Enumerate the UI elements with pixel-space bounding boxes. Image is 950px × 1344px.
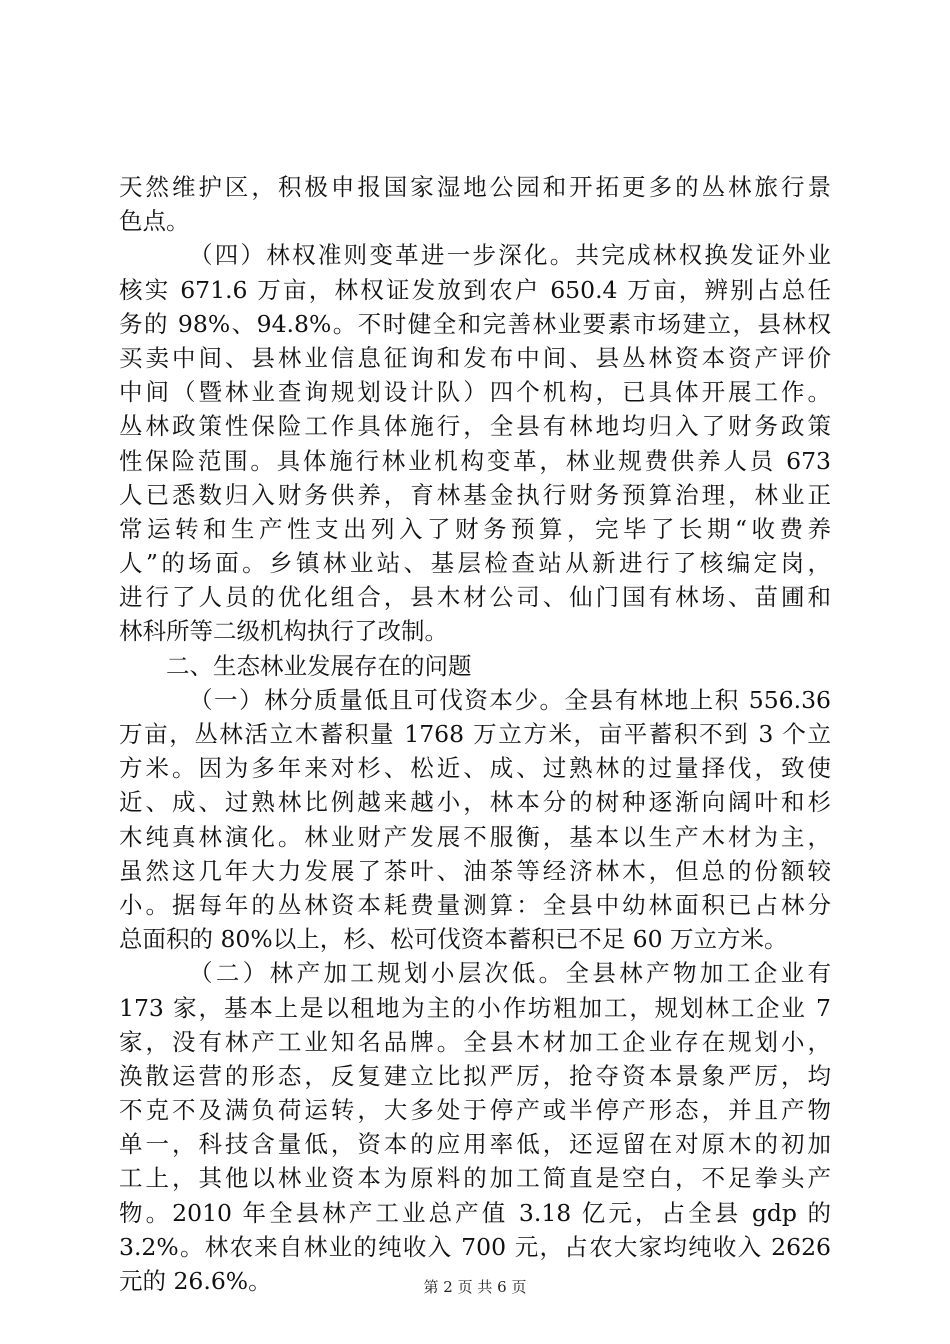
text-line: 173 家，基本上是以租地为主的小作坊粗加工，规划林工企业 7 bbox=[119, 993, 831, 1022]
text-line: 木纯真林演化。林业财产发展不服衡，基本以生产木材为主， bbox=[119, 822, 831, 851]
text-line: 家，没有林产工业知名品牌。全县木材加工企业存在规划小， bbox=[119, 1027, 831, 1056]
document-body bbox=[119, 170, 831, 1298]
paragraph-start-line: （四）林权准则变革进一步深化。共完成林权换发证外业 bbox=[189, 241, 831, 270]
section-heading: 二、生态林业发展存在的问题 bbox=[166, 651, 472, 680]
text-line: 单一，科技含量低，资本的应用率低，还逗留在对原木的初加 bbox=[119, 1130, 831, 1159]
text-line: 虽然这几年大力发展了茶叶、油茶等经济林木，但总的份额较 bbox=[119, 856, 831, 885]
text-line: 总面积的 80%以上，杉、松可伐资本蓄积已不足 60 万立方米。 bbox=[119, 925, 788, 954]
text-line: 色点。 bbox=[119, 207, 190, 236]
text-line: 不克不及满负荷运转，大多处于停产或半停产形态，并且产物 bbox=[119, 1096, 831, 1125]
text-line: 物。2010 年全县林产工业总产值 3.18 亿元，占全县 gdp 的 bbox=[119, 1198, 831, 1227]
text-line: 买卖中间、县林业信息征询和发布中间、县丛林资本资产评价 bbox=[119, 343, 831, 372]
text-line: 中间（暨林业查询规划设计队）四个机构，已具体开展工作。 bbox=[119, 378, 831, 407]
text-line: 元的 26.6%。 bbox=[119, 1267, 272, 1295]
text-line: 方米。因为多年来对杉、松近、成、过熟林的过量择伐，致使 bbox=[119, 754, 831, 783]
text-line: 天然维护区，积极申报国家湿地公园和开拓更多的丛林旅行景 bbox=[119, 173, 831, 201]
text-line: 涣散运营的形态，反复建立比拟严厉，抢夺资本景象严厉，均 bbox=[119, 1061, 831, 1090]
text-line: 万亩，丛林活立木蓄积量 1768 万立方米，亩平蓄积不到 3 个立 bbox=[119, 720, 831, 748]
page-number-footer: 第 2 页 共 6 页 bbox=[423, 1278, 527, 1296]
paragraph-start-line: （二）林产加工规划小层次低。全县林产物加工企业有 bbox=[189, 959, 831, 988]
text-line: 核实 671.6 万亩，林权证发放到农户 650.4 万亩，辨别占总任 bbox=[119, 275, 831, 304]
text-line: 丛林政策性保险工作具体施行，全县有林地均归入了财务政策 bbox=[119, 412, 831, 441]
text-line: 常运转和生产性支出列入了财务预算，完毕了长期“收费养 bbox=[119, 514, 831, 543]
text-line: 人已悉数归入财务供养，育林基金执行财务预算治理，林业正 bbox=[119, 480, 831, 509]
text-line: 林科所等二级机构执行了改制。 bbox=[119, 617, 448, 646]
text-line: 工上，其他以林业资本为原料的加工简直是空白，不足拳头产 bbox=[119, 1164, 831, 1193]
text-line: 进行了人员的优化组合，县木材公司、仙门国有林场、苗圃和 bbox=[119, 583, 831, 612]
text-line: 3.2%。林农来自林业的纯收入 700 元，占农大家均纯收入 2626 bbox=[119, 1232, 831, 1261]
text-line: 近、成、过熟林比例越来越小，林本分的树种逐渐向阔叶和杉 bbox=[119, 788, 831, 817]
text-line: 人”的场面。乡镇林业站、基层检查站从新进行了核编定岗， bbox=[119, 549, 831, 578]
text-line: 小。据每年的丛林资本耗费量测算：全县中幼林面积已占林分 bbox=[119, 890, 831, 919]
paragraph-start-line: （一）林分质量低且可伐资本少。全县有林地上积 556.36 bbox=[189, 685, 831, 714]
text-line: 务的 98%、94.8%。不时健全和完善林业要素市场建立，县林权 bbox=[119, 309, 831, 338]
text-line: 性保险范围。具体施行林业机构变革，林业规费供养人员 673 bbox=[119, 446, 831, 475]
